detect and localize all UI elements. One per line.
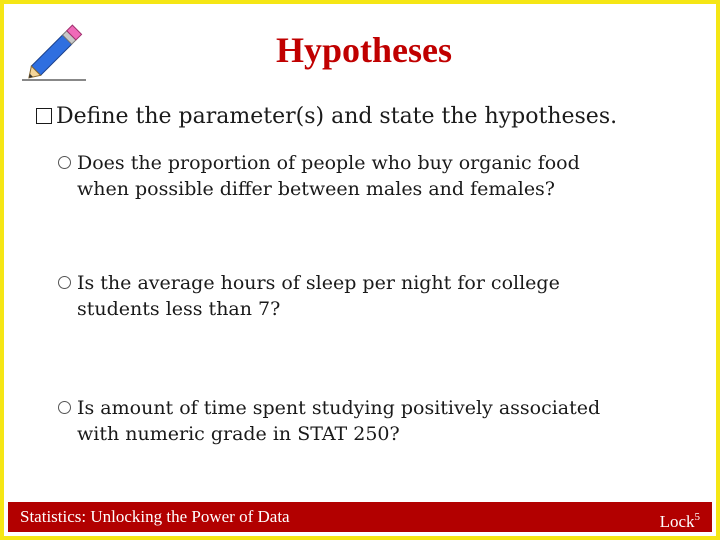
square-bullet-icon xyxy=(36,108,52,124)
footer-author xyxy=(660,506,700,533)
circle-bullet-icon xyxy=(58,401,71,414)
slide-title: Hypotheses xyxy=(275,30,452,70)
footer-course-title: Statistics: Unlocking the Power of Data xyxy=(20,507,290,526)
circle-bullet-icon xyxy=(58,156,71,169)
sub-bullet xyxy=(58,270,698,322)
footer-author-name: Lock xyxy=(659,512,695,531)
footer-bar xyxy=(8,502,712,532)
sub-bullet-text: Does the proportion of people who buy organic food when possible differ between males and females? xyxy=(77,152,580,200)
circle-bullet-icon xyxy=(58,276,71,289)
main-bullet-text: Define the parameter(s) and state the hypotheses. xyxy=(56,104,618,129)
footer-author-superscript: 5 xyxy=(694,511,700,523)
sub-bullet-text: Is amount of time spent studying positively associated with numeric grade in STAT 250? xyxy=(77,397,601,445)
sub-bullet xyxy=(58,150,698,202)
sub-bullet-text: Is the average hours of sleep per night for college students less than 7? xyxy=(77,272,560,320)
sub-bullet xyxy=(58,395,698,447)
main-bullet xyxy=(36,102,716,132)
